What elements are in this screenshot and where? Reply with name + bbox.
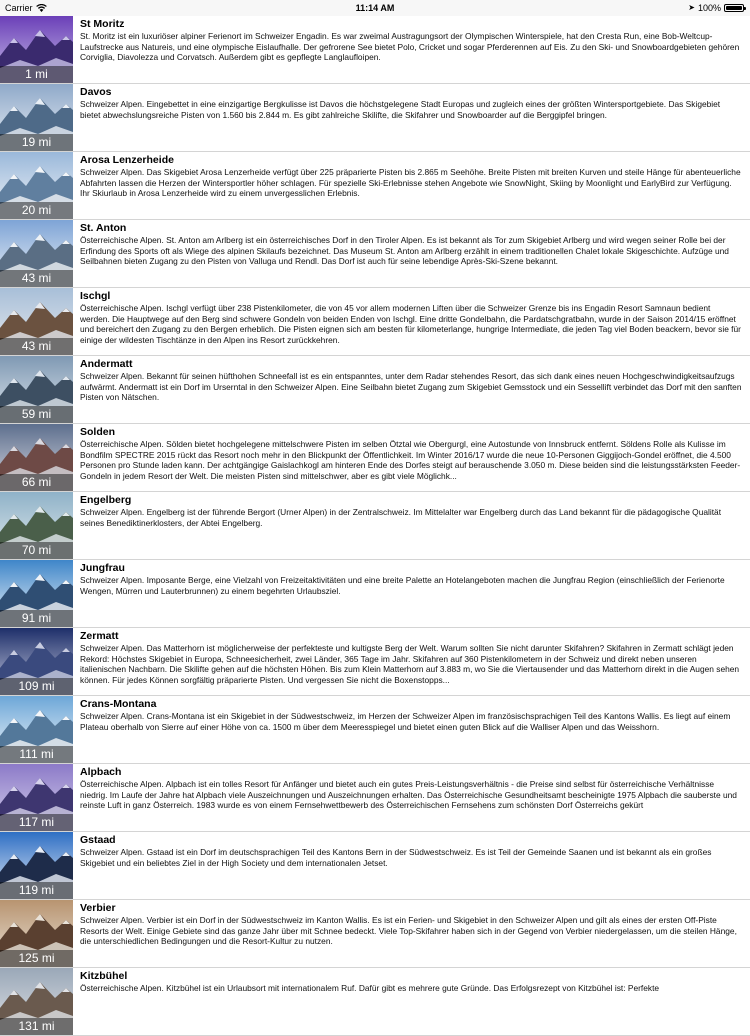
resort-content [80,562,742,596]
resort-content [80,494,742,528]
resort-name: Gstaad [80,834,116,846]
battery-percent: 100% [697,3,721,13]
resort-content [80,290,742,345]
resort-distance: 43 mi [0,338,73,355]
resort-distance: 131 mi [0,1018,73,1035]
status-time: 11:14 AM [355,3,395,13]
status-bar [0,0,750,16]
resort-name: Engelberg [80,494,132,506]
resort-row[interactable] [0,424,750,492]
resort-row[interactable] [0,628,750,696]
resort-name: Davos [80,86,112,98]
resort-thumbnail [0,696,73,763]
resort-description: Schweizer Alpen. Crans-Montana ist ein Skigebiet in der Südwestschweiz, im Herzen der Schweizer Alpen im französischsprachigen Teil des Kantons Wallis. Es liegt auf einem Plateau oberhalb von Sierre auf einer Höhe von ca. 1500 m über dem Meeresspiegel und bietet einen guten Blick auf die Walliser Alpen und das Weisshorn. [80,711,731,732]
resort-row[interactable] [0,900,750,968]
resort-thumbnail [0,900,73,967]
resort-content [80,902,742,947]
resort-content [80,86,742,120]
resort-thumbnail [0,628,73,695]
resort-thumbnail [0,152,73,219]
resort-content [80,18,742,63]
resort-distance: 43 mi [0,270,73,287]
resort-content [80,358,742,403]
resort-description: Schweizer Alpen. Das Matterhorn ist möglicherweise der perfekteste und kultigste Berg der Welt. Warum sollten Sie nicht darunter Skifahren? Skifahren in Zermatt schlägt jeden Rekord: Höchstes Skigebiet in Europa, Schneesicherheit, zwei Länder, 365 Tage im Jahr. Skifahren auf 360 Pistenkilometern in der Schweiz und direkt neben unseren italienischen Nachbarn. Die Skilifte gehen auf die höchsten Höhen. Bis zum Klein Matterhorn auf 3.883 m, wo Sie die Viertausender und das Matterhorn direkt in die Augen sehen können. Für jedes Können sorgfältig präparierte Pisten. Und vergessen Sie nicht die Boxenstopps... [80,643,740,685]
resort-name: Andermatt [80,358,133,370]
resort-name: Solden [80,426,116,438]
resort-name: Alpbach [80,766,122,778]
resort-thumbnail [0,560,73,627]
resort-row[interactable] [0,288,750,356]
resort-distance: 66 mi [0,474,73,491]
resort-row[interactable] [0,220,750,288]
resort-description: Schweizer Alpen. Gstaad ist ein Dorf im deutschsprachigen Teil des Kantons Bern in der Südwestschweiz. Es ist Teil der Gemeinde Saanen und ist bekannt als ein großes Skigebiet und ein beliebtes Ziel in der High Society und dem internationalen Jetset. [80,847,712,868]
resort-name: St. Anton [80,222,127,234]
resort-row[interactable] [0,832,750,900]
resort-row[interactable] [0,764,750,832]
resort-thumbnail [0,492,73,559]
resort-name: Crans-Montana [80,698,157,710]
resort-description: Schweizer Alpen. Verbier ist ein Dorf in der Südwestschweiz im Kanton Wallis. Es ist ein Ferien- und Skigebiet in den Schweizer Alpen und gilt als eines der ersten Off-Piste Resorts der Welt. Einige Gebiete sind das ganze Jahr über mit Schnee bedeckt. Viele Top-Skifahrer haben sich in der Gegend von Verbier niedergelassen, um die steilen Hänge, die unterschiedlichen Bedingungen und die Resort-Kultur zu nutzen. [80,915,737,946]
resort-distance: 20 mi [0,202,73,219]
resort-row[interactable] [0,968,750,1036]
resort-row[interactable] [0,16,750,84]
resort-name: Kitzbühel [80,970,128,982]
resort-name: St Moritz [80,18,125,30]
resort-name: Ischgl [80,290,111,302]
resort-list[interactable] [0,16,750,1036]
resort-description: Österreichische Alpen. Kitzbühel ist ein Urlaubsort mit internationalem Ruf. Dafür gibt es mehrere gute Gründe. Das Erfolgsrezept von Kitzbühel ist: Perfekte [80,983,660,993]
resort-distance: 70 mi [0,542,73,559]
resort-content [80,426,742,481]
resort-row[interactable] [0,356,750,424]
resort-distance: 59 mi [0,406,73,423]
status-right [688,0,744,16]
resort-description: Schweizer Alpen. Imposante Berge, eine Vielzahl von Freizeitaktivitäten und eine breite Palette an Hotelangeboten machen die Jungfrau Region (einschließlich der Ferienorte Wengen, Mürren und Lauterbrunnen) zu einem begehrten Urlaubsziel. [80,575,725,596]
resort-content [80,154,742,199]
resort-content [80,970,742,994]
resort-description: Schweizer Alpen. Bekannt für seinen hüfthohen Schneefall ist es ein entspanntes, unter dem Radar stehendes Resort, das sich dank eines neuen Hochgeschwindigkeitsaufzugs aufwärmt. Andermatt ist ein Dorf im Urserntal in den Schweizer Alpen. Eine Seilbahn bietet Zugang zum Skigebiet Gemsstock und ein Sessellift verbindet das Dorf mit den sanften Pisten von Nätschen. [80,371,742,402]
resort-thumbnail [0,968,73,1035]
resort-thumbnail [0,84,73,151]
resort-description: Schweizer Alpen. Eingebettet in eine einzigartige Bergkulisse ist Davos die höchstgelegene Stadt Europas und zugleich eines der größten Wintersportgebiete. Das Skigebiet bietet abwechslungsreiche Pisten von 1.560 bis 2.844 m. Es gibt zahlreiche Skilifte, die Skifahrer und Snowboarder auf die Berggipfel bringen. [80,99,721,120]
location-arrow-icon: ➤ [688,3,695,12]
resort-thumbnail [0,288,73,355]
resort-description: St. Moritz ist ein luxuriöser alpiner Ferienort im Schweizer Engadin. Es war zweimal Austragungsort der Olympischen Winterspiele, hat den Cresta Run, eine Bob-Weltcup-Laufstrecke aus Natureis, und eine olympische Eislaufhalle. Der gefrorene See bietet Polo, Cricket und sogar Pferderennen auf Eis. Zu den Ski- und Snowboardgebieten gehören Corviglia, Diavolezza und Corvatsch. Außerdem gibt es gepflegte Langlaufloipen. [80,31,740,62]
carrier-label: Carrier [5,3,33,13]
resort-content [80,698,742,732]
resort-name: Jungfrau [80,562,125,574]
resort-description: Österreichische Alpen. Ischgl verfügt über 238 Pistenkilometer, die von 45 vor allem modernen Liften über die Schweizer Grenze bis ins Engadin Resort Samnaun bedient werden. Die Hauptwege auf den Berg sind schwere Gondeln von beiden Enden von Ischgl. Eine dritte Gondelbahn, die Pardatschgratbahn, wurde in der Saison 2014/15 eröffnet und bereichert den Zugang zu den Bergen erheblich. Die Pisten eignen sich am besten für kilometerlange, hungrige Intermediate, die jeden Tag viel Boden beackern, bevor sie für einige der wildesten Tischtänze in den Alpen ins Resort zurückkehren. [80,303,741,345]
resort-distance: 91 mi [0,610,73,627]
resort-row[interactable] [0,560,750,628]
resort-distance: 19 mi [0,134,73,151]
battery-icon [724,4,744,12]
resort-distance: 111 mi [0,746,73,763]
resort-content [80,630,742,685]
resort-content [80,834,742,868]
resort-row[interactable] [0,84,750,152]
resort-row[interactable] [0,152,750,220]
resort-name: Arosa Lenzerheide [80,154,174,166]
resort-description: Österreichische Alpen. Sölden bietet hochgelegene mittelschwere Pisten im selben Ötztal wie Obergurgl, eine Autostunde von Innsbruck entfernt. Söldens Rolle als Kulisse im Bondfilm SPECTRE 2015 rückt das Resort noch mehr in den Blickpunkt der Öffentlichkeit. Im Winter 2016/17 wurde die neue 10-Personen Giggijoch-Gondel eröffnet, die 4.500 Personen pro Stunde laden kann. Der achtgängige Gaislachkogl am hinteren Ende des Dorfes steigt auf berauschende 3.050 m. Diese beiden sind die leistungsstärksten Feeder-Gondeln in jedem Resort der Welt. Die meisten Pisten sind mittelschwer, aber es gibt viele Möglichk... [80,439,741,481]
resort-content [80,222,742,267]
resort-thumbnail [0,424,73,491]
resort-content [80,766,742,811]
resort-description: Österreichische Alpen. St. Anton am Arlberg ist ein österreichisches Dorf in den Tiroler Alpen. Es ist bekannt als Tor zum Skigebiet Arlberg und wird wegen seiner Rolle bei der Erfindung des Sports oft als Wiege des alpinen Skilaufs bezeichnet. Das Museum St. Anton am Arlberg erzählt in einem traditionellen Chalet lokale Skigeschichte. Aufzüge und Seilbahnen bieten Zugang zu den Pisten von Valluga und Rendl. Das Dorf ist auch für seine lebendige Après-Ski-Szene bekannt. [80,235,729,266]
resort-name: Verbier [80,902,116,914]
resort-distance: 1 mi [0,66,73,83]
resort-row[interactable] [0,696,750,764]
resort-name: Zermatt [80,630,119,642]
resort-distance: 109 mi [0,678,73,695]
resort-row[interactable] [0,492,750,560]
resort-distance: 125 mi [0,950,73,967]
resort-thumbnail [0,220,73,287]
resort-distance: 119 mi [0,882,73,899]
resort-distance: 117 mi [0,814,73,831]
resort-thumbnail [0,764,73,831]
resort-thumbnail [0,832,73,899]
resort-description: Österreichische Alpen. Alpbach ist ein tolles Resort für Anfänger und bietet auch ein gutes Preis-Leistungsverhältnis - die Preise sind selbst für österreichische Verhältnisse niedrig. Im Laufe der Jahre hat Alpbach viele Auszeichnungen und Auszeichnungen erhalten. Das Österreichische Gesundheitsamt bescheinigte 1975 Alpbach die sauberste und reinste Luft in ganz Österreich. 1983 wurde es von einem Fernsehwettbewerb des Österreichischen Fernsehens zum schönsten Dorf Österreichs gekürt [80,779,737,810]
resort-thumbnail [0,16,73,83]
resort-description: Schweizer Alpen. Das Skigebiet Arosa Lenzerheide verfügt über 225 präparierte Pisten bis 2.865 m Seehöhe. Breite Pisten mit breiten Kurven und steile Hänge für abenteuerliche Abfahrten lassen die Herzen der Wintersportler höher schlagen. Für spezielle Ski-Erlebnisse stehen Angebote wie SnowNight, Skiing by Moonlight und EarlyBird zur Verfügung. Ihr Skiurlaub in Arosa Lenzerheide wird zu einem unvergesslichen Erlebnis. [80,167,741,198]
resort-description: Schweizer Alpen. Engelberg ist der führende Bergort (Urner Alpen) in der Zentralschweiz. Im Mittelalter war Engelberg durch das Land bekannt für die pädagogische Qualität seines Benediktinerklosters, der Abtei Engelberg. [80,507,722,528]
resort-thumbnail [0,356,73,423]
